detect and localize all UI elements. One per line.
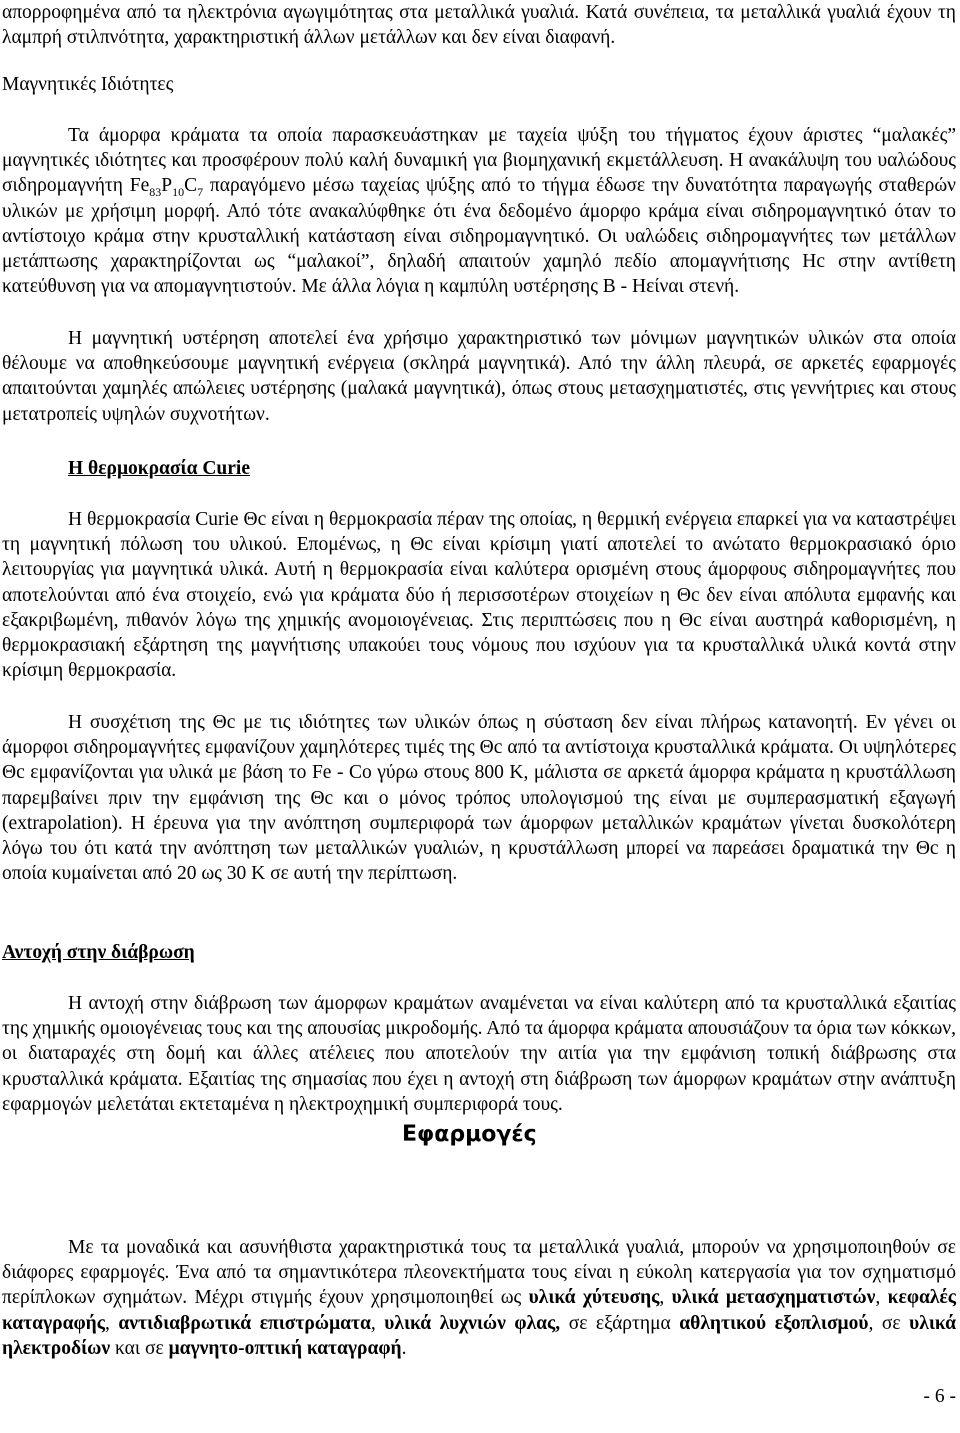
heading-applications: Εφαρμογές	[402, 1122, 537, 1147]
curie-paragraph-1: Η θερμοκρασία Curie Θc είναι η θερμοκρασία πέραν της οποίας, η θερμική ενέργεια επαρκεί για να καταστρέψει τη μαγνητική πόλωση του υλικού. Επομένως, η Θc είναι κρίσιμη γιατί αποτελεί το ανώτατο θερμοκρασιακό όριο λειτουργίας για μαγνητικά υλικά. Αυτή η θερμοκρασία είναι καλύτερα ορισμένη στους άμορφους σιδηρομαγνήτες που αποτελούνται από ένα στοιχείο, ενώ για κράματα δύο ή περισσοτέρων στοιχείων η Θc δεν είναι απόλυτα εμφανής και εξακριβωμένη, πιθανόν λόγω της χημικής ανομοιογένειας. Στις περιπτώσεις που η Θc είναι αυστηρά καθορισμένη, η θερμοκρασιακή εξάρτηση της μαγνήτισης υπακούει τους νόμους που ισχύουν για τα κρυσταλλικά υλικά κοντά στην κρίσιμη θερμοκρασία.	[2, 509, 956, 682]
magnetic-paragraph-2: Η μαγνητική υστέρηση αποτελεί ένα χρήσιμο χαρακτηριστικό των μόνιμων μαγνητικών υλικών στα οποία θέλουμε να αποθηκεύσουμε μαγνητική ενέργεια (σκληρά μαγνητικά). Από την άλλη πλευρά, σε αρκετές εφαρμογές απαιτούνται χαμηλές απώλειες υστέρησης (μαλακά μαγνητικά), όπως στους μετασχηματιστές, στις γεννήτριες και στους μετατροπείς υψηλών συχνοτήτων.	[2, 328, 956, 425]
heading-curie-temperature: Η θερμοκρασία Curie	[68, 458, 251, 479]
page-number: - 6 -	[923, 1386, 956, 1407]
heading-magnetic-properties: Μαγνητικές Ιδιότητες	[2, 74, 174, 95]
heading-corrosion-resistance: Αντοχή στην διάβρωση	[2, 942, 195, 963]
curie-paragraph-2: Η συσχέτιση της Θc με τις ιδιότητες των υλικών όπως η σύσταση δεν είναι πλήρως κατανοητή. Εν γένει οι άμορφοι σιδηρομαγνήτες εμφανίζουν χαμηλότερες τιμές της Θc από τα αντίστοιχα κρυσταλλικά κράματα. Οι υψηλότερες Θc εμφανίζονται για υλικά με βάση το Fe - Co γύρω στους 800 K, μάλιστα σε αρκετά άμορφα κράματα η κρυστάλλωση παρεμβαίνει πριν την εμφάνιση της Θc και ο μόνος τρόπος υπολογισμού της είναι με συμπερασματική εξαγωγή (extrapolation). Η έρευνα για την ανόπτηση συμπεριφορά των άμορφων μεταλλικών κραμάτων γίνεται δυσκολότερη λόγω του ότι κατά την ανόπτηση των μεταλλικών γυαλιών, η κρυστάλλωση μπορεί να παρεάσει δραματικά την Θc η οποία κυμαίνεται από 20 ως 30 K σε αυτή την περίπτωση.	[2, 712, 956, 885]
magnetic-paragraph-1: Τα άμορφα κράματα τα οποία παρασκευάστηκαν με ταχεία ψύξη του τήγματος έχουν άριστες “μαλακές” μαγνητικές ιδιότητες και προσφέρουν πολύ καλή δυναμική για βιομηχανική εκμετάλλευση. Η ανακάλυψη του υαλώδους σιδηρομαγνήτη $Fe_{83}P_{10}C_7$ παραγόμενο μέσω ταχείας ψύξης από το τήγμα έδωσε την δυνατότητα παραγωγής σταθερών υλικών με χρήσιμη μορφή. Από τότε ανακαλύφθηκε ότι ένα δεδομένο άμορφο κράμα είναι σιδηρομαγνητικό όταν το αντίστοιχο κράμα στην κρυσταλλική κατάσταση είναι σιδηρομαγνητικό. Οι υαλώδεις σιδηρομαγνήτες των μετάλλων μετάπτωσης χαρακτηρίζονται ως “μαλακοί”, δηλαδή απαιτούν χαμηλό πεδίο απομαγνήτισης Hc στην αντίθετη κατεύθυνση για να απομαγνητιστούν. Με άλλα λόγια η καμπύλη υστέρησης B - Hείναι στενή.	[2, 125, 956, 298]
corrosion-paragraph: Η αντοχή στην διάβρωση των άμορφων κραμάτων αναμένεται να είναι καλύτερη από τα κρυσταλλικά εξαιτίας της χημικής ομοιογένειας τους και της απουσίας μικροδομής. Από τα άμορφα κράματα απουσιάζουν τα όρια των κόκκων, οι διαταραχές στη δομή και άλλες ατέλειες που αποτελούν την αιτία για την εμφάνιση τοπική διάβρωσης στα κρυσταλλικά κράματα. Εξαιτίας της σημασίας που έχει η αντοχή στη διάβρωση των άμορφων κραμάτων στην ανάπτυξη εφαρμογών μελετάται εκτεταμένα η ηλεκτροχημική συμπεριφορά τους.	[2, 993, 956, 1115]
applications-paragraph: Με τα μοναδικά και ασυνήθιστα χαρακτηριστικά τους τα μεταλλικά γυαλιά, μπορούν να χρησιμοποιηθούν σε διάφορες εφαρμογές. Ένα από τα σημαντικότερα πλεονεκτήματα τους είναι η εύκολη κατεργασία για τον σχηματισμό περίπλοκων σχημάτων. Μέχρι στιγμής έχουν χρησιμοποιηθεί ως υλικά χύτευσης, υλικά μετασχηματιστών, κεφαλές καταγραφής, αντιδιαβρωτικά επιστρώματα, υλικά λυχνιών φλας, σε εξάρτημα αθλητικού εξοπλισμού, σε υλικά ηλεκτροδίων και σε μαγνητο-οπτική καταγραφή.	[2, 1237, 957, 1359]
intro-paragraph: απορροφημένα από τα ηλεκτρόνια αγωγιμότητας στα μεταλλικά γυαλιά. Κατά συνέπεια, τα μεταλλικά γυαλιά έχουν τη λαμπρή στιλπνότητα, χαρακτηριστική άλλων μετάλλων και δεν είναι διαφανή.	[2, 2, 956, 49]
